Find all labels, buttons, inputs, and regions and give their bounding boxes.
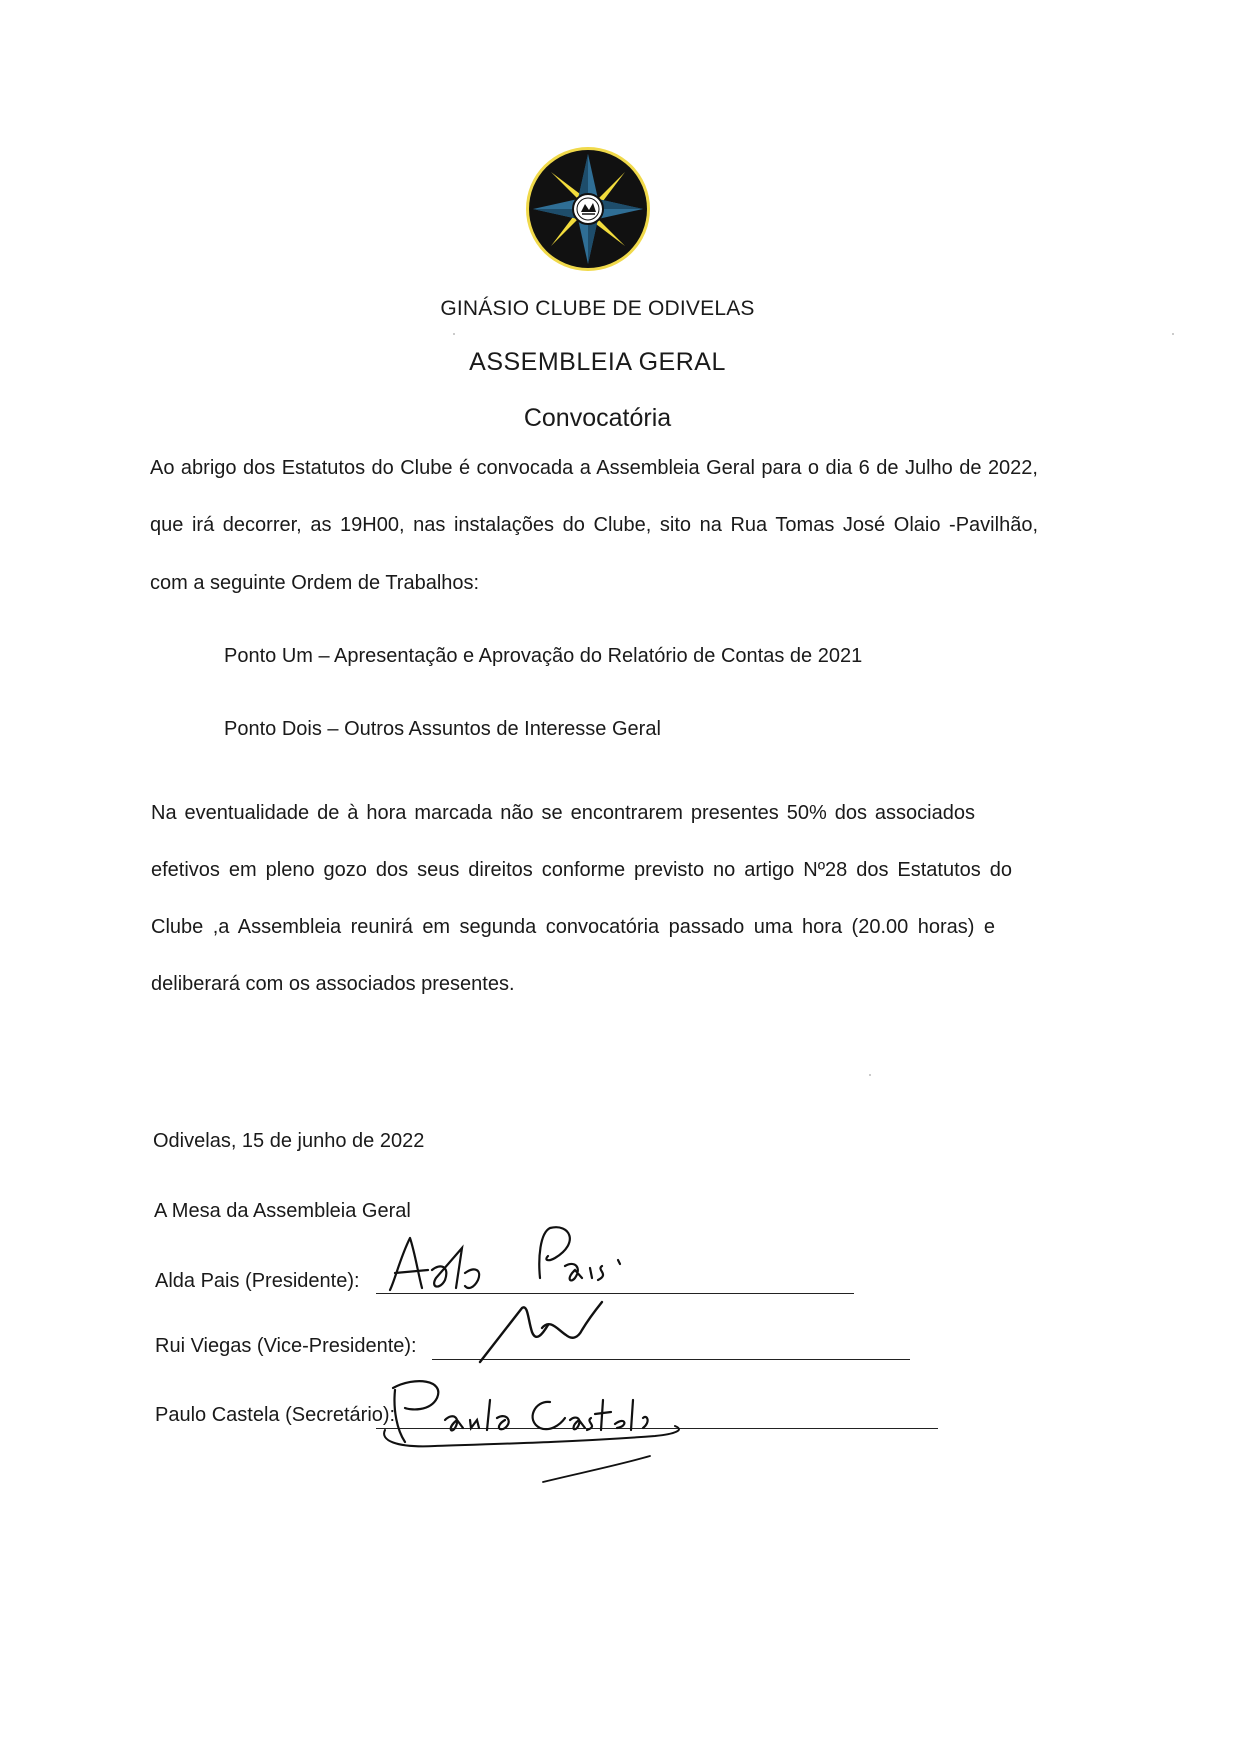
second-call-line-4: deliberará com os associados presentes. xyxy=(151,973,515,995)
intro-line-3: com a seguinte Ordem de Trabalhos: xyxy=(150,572,480,594)
agenda-item-1: Ponto Um – Apresentação e Aprovação do Relatório de Contas de 2021 xyxy=(224,645,863,667)
signatory-president-label: Alda Pais (Presidente): xyxy=(155,1270,360,1292)
intro-line-2: que irá decorrer, as 19H00, nas instalações do Clube, sito na Rua Tomas José Olaio -Pavilhão, xyxy=(150,514,1038,536)
board-name: A Mesa da Assembleia Geral xyxy=(154,1200,411,1222)
scan-speck xyxy=(453,333,455,335)
signature-vice-president xyxy=(470,1290,650,1370)
agenda-item-2: Ponto Dois – Outros Assuntos de Interesse Geral xyxy=(224,718,661,740)
scan-speck xyxy=(869,1074,871,1076)
assembly-title: ASSEMBLEIA GERAL xyxy=(469,348,726,376)
signatory-vice-president-label: Rui Viegas (Vice-Presidente): xyxy=(155,1335,417,1357)
signatory-secretary-label: Paulo Castela (Secretário): xyxy=(155,1404,396,1426)
scan-speck xyxy=(1172,333,1174,335)
intro-line-1: Ao abrigo dos Estatutos do Clube é convocada a Assembleia Geral para o dia 6 de Julho de 2022, xyxy=(150,457,1038,479)
second-call-line-1: Na eventualidade de à hora marcada não se encontrarem presentes 50% dos associados xyxy=(151,802,975,824)
place-date: Odivelas, 15 de junho de 2022 xyxy=(153,1130,425,1152)
club-logo-icon xyxy=(525,146,651,272)
club-name: GINÁSIO CLUBE DE ODIVELAS xyxy=(440,297,755,320)
document-type: Convocatória xyxy=(523,404,672,432)
second-call-line-2: efetivos em pleno gozo dos seus direitos conforme previsto no artigo Nº28 dos Estatutos do xyxy=(151,859,1012,881)
second-call-line-3: Clube ,a Assembleia reunirá em segunda convocatória passado uma hora (20.00 horas) e xyxy=(151,916,995,938)
signature-president xyxy=(370,1218,650,1300)
signature-secretary xyxy=(375,1370,720,1490)
